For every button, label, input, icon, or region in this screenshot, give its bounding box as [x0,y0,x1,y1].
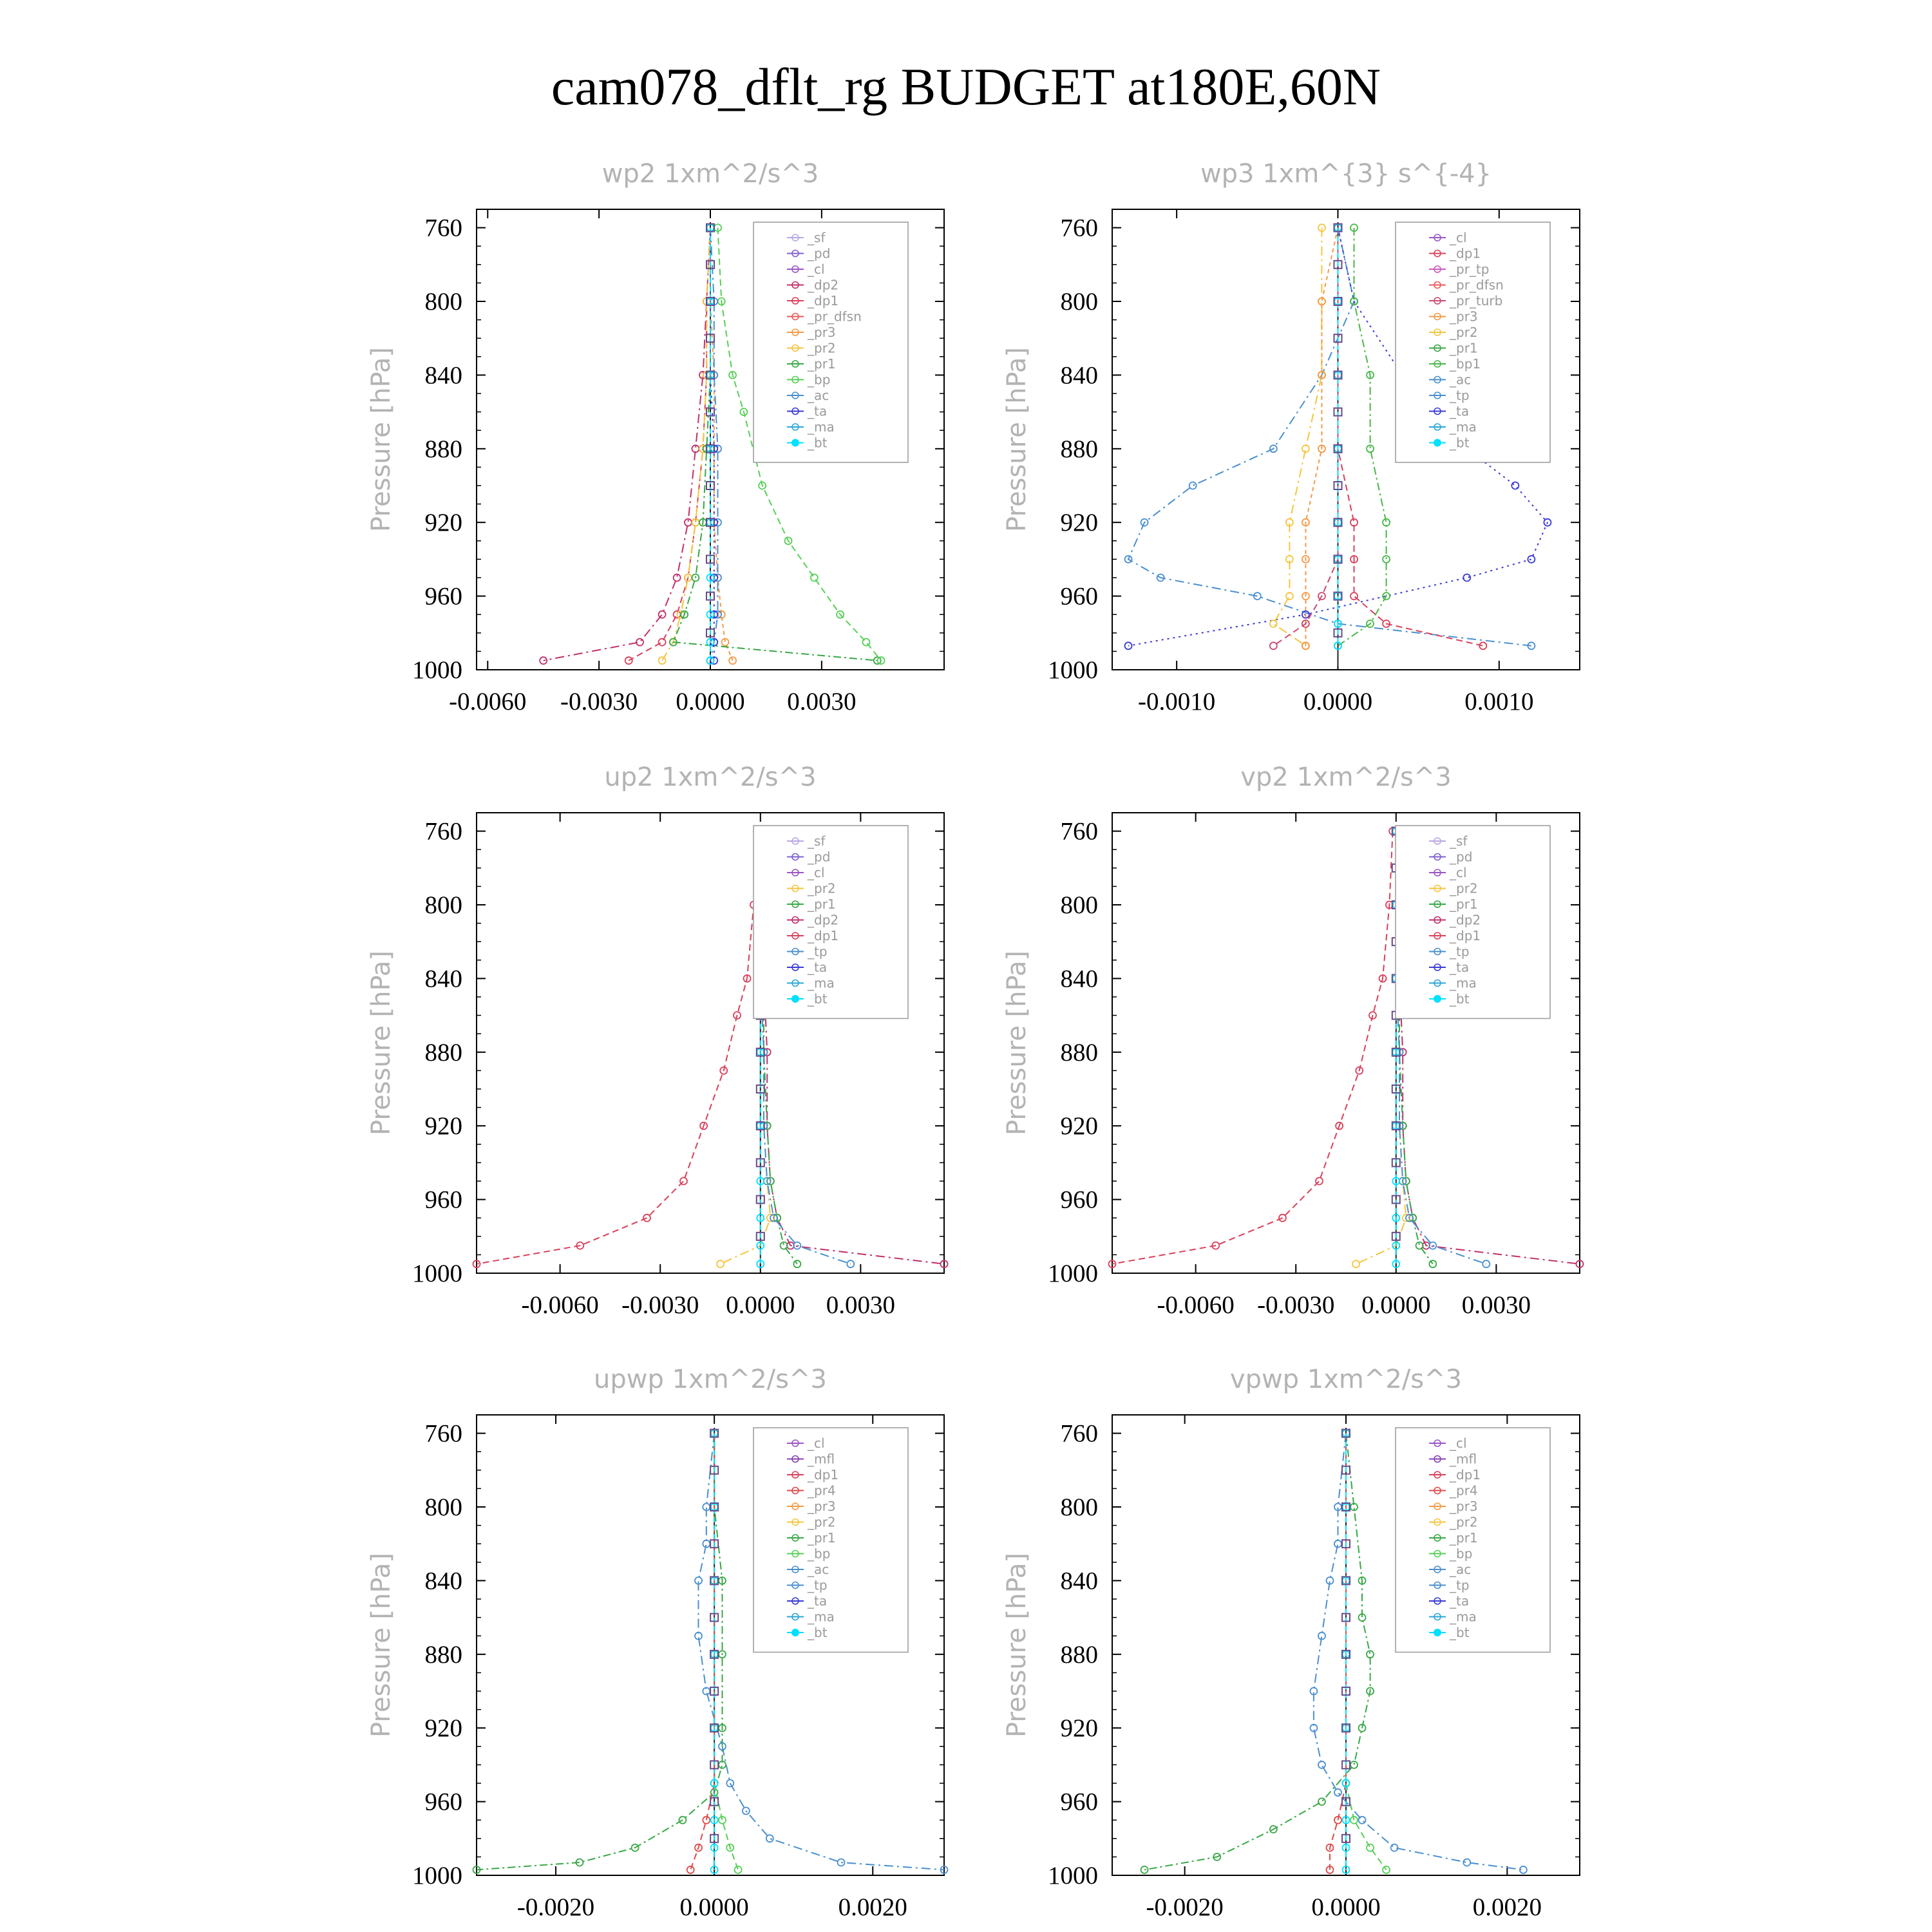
y-tick-label: 920 [424,1714,462,1743]
y-tick-label: 880 [1060,1640,1098,1669]
series-line-bp [1346,1434,1387,1870]
legend-label: _pr2 [808,1514,836,1530]
legend-label: _dp1 [1450,245,1481,261]
data-point [1189,482,1197,489]
legend-label: _bt [1450,1625,1470,1640]
legend-label: _dp2 [1450,912,1481,928]
x-tick-label: 0.0000 [1311,1893,1381,1921]
legend-label: _bp [1450,1546,1473,1562]
x-tick-label: 0.0030 [787,688,857,715]
legend-label: _pr2 [1450,880,1478,896]
legend-label: _pr2 [1450,325,1478,340]
legend-label: _ta [1450,960,1470,975]
panel-title: vp2 1xm^2/s^3 [1240,762,1452,792]
legend-label: _ta [808,960,828,975]
legend-label: _bt [1450,991,1470,1007]
data-point [1334,1789,1341,1796]
legend-label: _cl [808,865,825,880]
data-point [659,657,666,664]
chart-panel-4 [1002,762,1584,1319]
legend-label: _pr2 [808,880,836,896]
legend-label: _pr1 [1450,896,1478,912]
legend-marker [1434,995,1441,1003]
y-axis-label: Pressure [hPa] [1002,1553,1032,1738]
legend-marker [791,995,799,1003]
y-tick-label: 920 [424,509,462,537]
y-tick-label: 800 [1060,1493,1098,1521]
legend-label: _cl [1450,1435,1467,1451]
legend-label: _ma [1450,975,1477,991]
y-axis-label: Pressure [hPa] [1002,951,1032,1135]
chart-panel-2 [1002,159,1580,715]
y-tick-label: 1000 [1048,1260,1098,1287]
y-tick-label: 840 [1060,965,1098,993]
data-point [1383,556,1390,563]
y-tick-label: 1000 [1048,1862,1098,1889]
y-tick-label: 960 [1060,1186,1098,1214]
legend-label: _pr3 [1450,1499,1478,1514]
chart-panel-6 [1002,1365,1580,1921]
legend-label: _ma [808,419,835,435]
x-tick-label: -0.0030 [560,688,638,715]
legend-label: _ta [1450,403,1470,419]
x-tick-label: -0.0020 [516,1893,595,1921]
y-tick-label: 920 [1060,509,1098,537]
y-tick-label: 920 [1060,1714,1098,1743]
legend-label: _ma [1450,1609,1477,1625]
legend-label: _dp2 [808,277,839,293]
data-point [659,639,666,646]
y-tick-label: 960 [424,582,462,611]
data-point [1511,482,1519,489]
legend [753,826,908,1019]
legend-label: _tp [808,1577,828,1593]
legend-label: _dp1 [1450,1467,1481,1482]
y-tick-label: 800 [424,891,462,919]
y-tick-label: 840 [424,361,462,390]
data-point [717,1260,724,1267]
data-point [1350,592,1358,600]
y-tick-label: 880 [1060,435,1098,463]
panel-title: wp3 1xm^{3} s^{-4} [1200,159,1492,189]
y-tick-label: 880 [424,1640,462,1669]
y-axis-label: Pressure [hPa] [1002,347,1032,532]
legend [753,222,908,462]
legend-marker [791,1629,799,1636]
legend-label: _bt [1450,435,1470,451]
legend-label: _tp [1450,388,1470,403]
data-point [1270,620,1277,627]
y-tick-label: 1000 [412,1260,462,1287]
data-point [1318,1761,1325,1768]
legend-label: _bp [808,1546,831,1562]
data-point [1463,574,1470,582]
y-tick-label: 760 [1060,1419,1098,1448]
y-tick-label: 840 [1060,361,1098,390]
data-point [1528,556,1535,563]
x-tick-label: 0.0000 [1303,688,1373,715]
legend-label: _tp [808,943,828,960]
page-title: cam078_dflt_rg BUDGET at180E,60N [551,57,1381,116]
legend-label: _bt [808,1625,828,1640]
x-tick-label: 0.0020 [838,1893,907,1921]
y-tick-label: 800 [1060,891,1098,919]
legend-marker [1434,439,1441,447]
legend-label: _mfl [808,1451,835,1467]
y-tick-label: 880 [1060,1038,1098,1066]
data-point [811,574,818,582]
data-point [1367,1844,1374,1852]
legend-label: _ta [808,403,828,419]
legend-label: _ac [1450,1562,1472,1577]
legend-marker [791,439,799,447]
data-point [1316,1178,1323,1185]
data-point [1270,642,1277,649]
x-tick-label: 0.0030 [1461,1291,1531,1319]
panel-title: wp2 1xm^2/s^3 [601,159,819,189]
legend [1396,1428,1550,1653]
x-tick-label: 0.0000 [1361,1291,1431,1319]
legend-label: _bt [808,435,828,451]
chart-panel-5 [366,1365,948,1921]
legend-label: _pr4 [1450,1482,1478,1499]
series-line-dp1 [1112,831,1393,1264]
legend [1396,826,1550,1019]
x-tick-label: -0.0030 [1257,1291,1335,1319]
y-tick-label: 920 [424,1112,462,1141]
y-tick-label: 800 [424,1493,462,1521]
data-point [687,1866,694,1873]
legend-label: _ma [1450,419,1477,435]
legend-label: _ta [808,1593,828,1609]
legend-label: _pr1 [808,1530,836,1546]
legend-label: _pr3 [1450,308,1478,325]
legend [753,1428,908,1653]
y-tick-label: 880 [424,1038,462,1066]
legend-label: _pd [808,245,831,261]
legend-label: _dp1 [808,928,839,943]
y-axis-label: Pressure [hPa] [366,1553,396,1738]
y-tick-label: 1000 [1048,656,1098,684]
y-tick-label: 1000 [412,1862,462,1889]
y-tick-label: 960 [424,1788,462,1816]
legend-label: _pr1 [1450,1530,1478,1546]
x-tick-label: 0.0000 [679,1893,749,1921]
legend-label: _mfl [1450,1451,1477,1467]
legend-label: _sf [1450,833,1468,849]
legend-label: _dp1 [1450,928,1481,943]
series-line-dp1 [477,831,757,1264]
x-tick-label: -0.0060 [1157,1291,1235,1319]
data-point [1352,1260,1359,1267]
legend-label: _ma [808,1609,835,1625]
series-line-pr1 [1144,1434,1370,1870]
legend-label: _pr2 [1450,1514,1478,1530]
legend-label: _pd [808,849,831,865]
y-tick-label: 760 [1060,817,1098,846]
x-tick-label: 0.0000 [726,1291,795,1319]
y-tick-label: 760 [1060,214,1098,242]
y-tick-label: 840 [424,1567,462,1595]
data-point [680,1178,687,1185]
legend-label: _ac [1450,372,1472,388]
legend-label: _cl [808,261,825,277]
legend-label: _ma [808,975,835,991]
legend-label: _pr3 [808,1499,836,1514]
legend-label: _pr1 [808,896,836,912]
data-point [793,1260,800,1267]
y-tick-label: 800 [1060,288,1098,316]
y-tick-label: 800 [424,288,462,316]
legend [1396,222,1550,462]
legend-label: _cl [808,1435,825,1451]
x-tick-label: -0.0030 [621,1291,699,1319]
x-tick-label: -0.0010 [1138,688,1216,715]
legend-label: _pr1 [1450,340,1478,356]
y-tick-label: 920 [1060,1112,1098,1141]
legend-label: _pr_dfsn [1450,277,1504,293]
y-tick-label: 840 [1060,1567,1098,1595]
data-point [863,639,870,646]
series-line-dp2 [544,228,710,661]
panel-title: upwp 1xm^2/s^3 [594,1365,827,1394]
data-point [1141,1866,1148,1873]
y-tick-label: 960 [1060,582,1098,611]
legend-label: _ac [808,388,829,403]
y-tick-label: 760 [424,214,462,242]
legend-label: _pd [1450,849,1473,865]
legend-label: _pr3 [808,325,836,340]
y-tick-label: 840 [424,965,462,993]
data-point [838,1859,845,1866]
legend-label: _ac [808,1562,829,1577]
y-axis-label: Pressure [hPa] [366,347,396,532]
y-tick-label: 960 [1060,1788,1098,1816]
x-tick-label: 0.0000 [676,688,745,715]
panel-title: up2 1xm^2/s^3 [604,762,817,792]
series-line-pr1 [477,1434,723,1870]
y-tick-label: 1000 [412,656,462,684]
data-point [1359,1817,1366,1824]
data-point [1429,1260,1436,1267]
series-line-bp1 [1338,228,1387,646]
legend-marker [1434,1629,1441,1636]
x-tick-label: -0.0060 [449,688,527,715]
series-line-pr_turb [1273,228,1338,646]
y-axis-label: Pressure [hPa] [366,951,396,1135]
legend-label: _cl [1450,230,1467,245]
x-tick-label: 0.0030 [826,1291,895,1319]
x-tick-label: 0.0010 [1464,688,1534,715]
data-point [735,1866,742,1873]
legend-label: _dp1 [808,293,839,308]
chart-panel-3 [366,762,948,1319]
legend-label: _pr_turb [1450,293,1503,308]
legend-label: _cl [1450,865,1467,880]
legend-label: _bp [808,372,831,388]
legend-label: _tp [1450,1577,1470,1593]
x-tick-label: -0.0020 [1146,1893,1224,1921]
x-tick-label: 0.0020 [1472,1893,1542,1921]
x-tick-label: -0.0060 [521,1291,599,1319]
legend-label: _bp1 [1450,356,1481,372]
panel-title: vpwp 1xm^2/s^3 [1229,1365,1463,1394]
y-tick-label: 880 [424,435,462,463]
y-tick-label: 960 [424,1186,462,1214]
legend-label: _pr_dfsn [808,308,862,325]
data-point [1350,1761,1358,1768]
legend-label: _dp1 [808,1467,839,1482]
legend-label: _bt [808,991,828,1007]
data-point [1383,1866,1390,1873]
legend-label: _dp2 [808,912,839,928]
legend-label: _tp [1450,943,1470,960]
data-point [766,1835,773,1842]
legend-label: _pr4 [808,1482,836,1499]
chart-panel-1 [366,159,944,715]
legend-label: _ta [1450,1593,1470,1609]
data-point [1318,1798,1325,1805]
data-point [659,611,666,618]
legend-label: _pr2 [808,340,836,356]
legend-label: _pr1 [808,356,836,372]
legend-label: _sf [808,833,826,849]
y-tick-label: 760 [424,817,462,846]
legend-label: _sf [808,230,826,245]
series-line-dp1 [629,228,710,661]
y-tick-label: 760 [424,1419,462,1448]
legend-label: _pr_tp [1450,261,1490,277]
